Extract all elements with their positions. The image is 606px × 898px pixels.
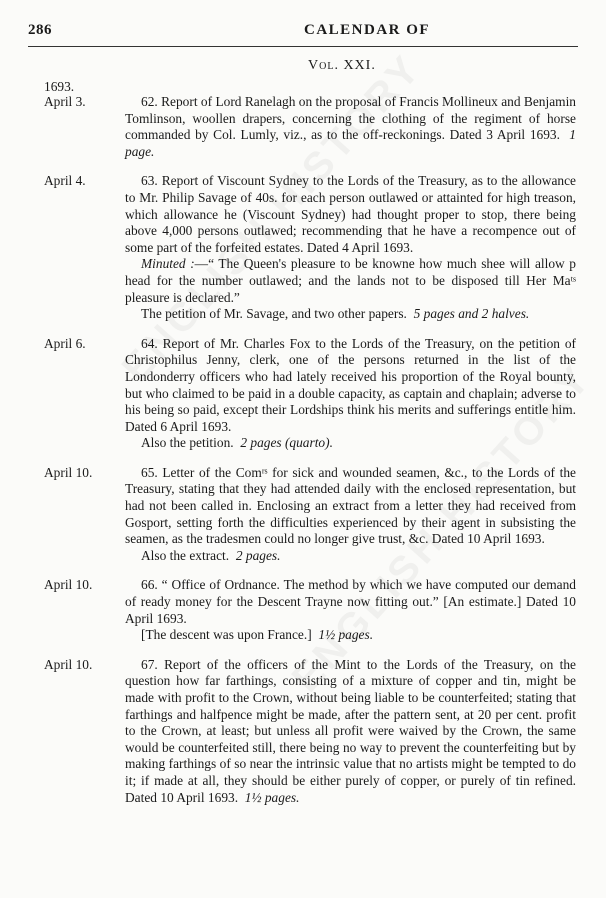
entry-date: April 6. [44,335,86,351]
entry-body: 62. Report of Lord Ranelagh on the proposal of Francis Mollineux and Benjamin Tomlinson, woollen drapers, concerning the clothing of the regiment of horse commanded by Col. Lumly, viz., as to the off-reckonings. Dated 3 April 1693. [125,94,576,143]
calendar-entry [44,94,576,160]
entry-pages: 2 pages (quarto). [240,435,333,451]
volume-label: Vol. XXI. [308,58,376,73]
calendar-entries [44,94,576,819]
entry-text [125,94,576,160]
entry-date: April 3. [44,94,86,109]
entry-also: Also the petition. [141,435,234,451]
entry-also: The petition of Mr. Savage, and two other papers. [141,306,407,322]
entry-text: 63. Report of Viscount Sydney to the Lords of the Treasury, as to the allowance to Mr. Philip Savage of 40s. for each person outlawed or attainted for high treason, which allowance he (Viscount Sydney) had thought proper to stop, there being above 4,000 persons outlawed; recommending that he have a recompence out of some part of the forfeited estates. Dated 4 April 1693. [125,173,576,255]
entry-enclosures [125,306,576,323]
entry-date: April 10. [44,577,93,593]
calendar-entry [44,657,576,806]
entry-text: 65. Letter of the Comʳˢ for sick and wounded seamen, &c., to the Lords of the Treasury, stating that they had attended daily with the enclosed representation, but had not been called in. Enclosing an extract from a letter they had received from Gosport, setting forth the difficulties experienced by their agent in subsisting the seamen, as the tradesmen could no longer give trust, &c. Dated 10 April 1693. [125,464,576,547]
entry-body: 67. Report of the officers of the Mint to the Lords of the Treasury, on the question how far farthings, consisting of a mixture of copper and tin, might be made with profit to the Crown, without being liable to be counterfeited; stating that farthings and halfpence might be made, after the pattern sent, at 20 per cent. profit to the Crown, at least; but unless all profit were waived by the Crown, the same would be counterfeited still, there being no way to prevent the counterfeiting but by making farthings of so near the intrinsic value that no artists might be tempted to do it; if made at all, they should be either purely of copper, or purely of tin refined. Dated 10 April 1693. [125,656,576,805]
entry-enclosures [125,435,576,452]
entry-date: April 10. [44,464,93,480]
entry-text [125,657,576,806]
entry-date: April 4. [44,173,86,189]
volume-heading [308,58,376,75]
page-header [28,18,578,42]
minuted-label: Minuted : [141,256,195,272]
calendar-entry [44,336,576,452]
year-label: 1693. [44,79,75,94]
calendar-entry [44,577,576,643]
entry-pages: 1½ pages. [244,789,300,805]
entry-date: April 10. [44,656,93,672]
entry-enclosures [125,548,576,565]
entry-pages: 1½ pages. [318,627,374,643]
minuted-text: —“ The Queen's pleasure to be knowne how much shee will allow p head for the number outlawed; and the lands not to be disposed till Her Maᵗˢ pleasure is declared.” [125,256,576,305]
entry-pages: 2 pages. [235,547,281,563]
entry-text: 64. Report of Mr. Charles Fox to the Lords of the Treasury, on the petition of Christophilus Jenny, clerk, one of the persons returned in the list of the Londonderry officers who had lately received his proportion of the Royal bounty, but who claimed to be paid in a double capacity, as captain and chaplain; adverse to his being so paid, except their Lordships think his merits and sufferings entitle him. Dated 6 April 1693. [125,335,576,434]
entry-also: Also the extract. [141,547,230,563]
entry-also: [The descent was upon France.] [141,627,312,643]
entry-enclosures [125,627,576,644]
entry-pages: 5 pages and 2 halves. [413,306,530,322]
running-head: CALENDAR OF [304,22,431,38]
entry-pages: 1 page. [125,127,576,159]
calendar-entry [44,173,576,322]
calendar-entry [44,465,576,565]
page-number: 286 [28,22,52,38]
header-rule [28,46,578,47]
minuted-note [125,256,576,306]
entry-text: 66. “ Office of Ordnance. The method by which we have computed our demand of ready money for the Descent Trayne now fitting out.” [An estimate.] Dated 10 April 1693. [125,577,576,626]
